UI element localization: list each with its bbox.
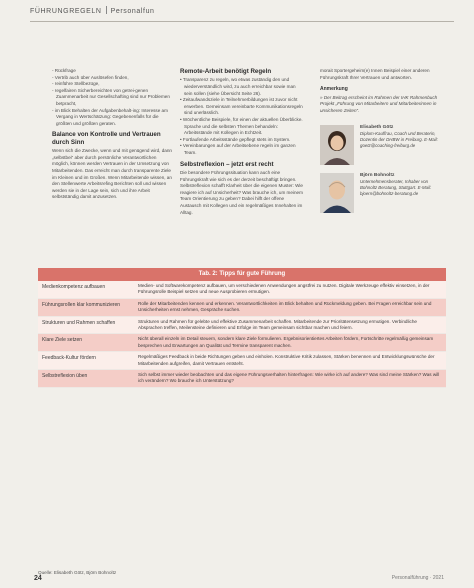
body-paragraph: Wenn sich die Zwecke, wenn und mit genügend wird, dann „selbstbei“ aber durch persönliche Verantwortlichen möglich, können werden Vertrauen in der Umsetzung von Mitarbeitenden. Das erreicht man durch transparente Ziele im Kleinen und im Großen. Wenn Mitarbeitende wissen, an den Stellenwerte Arbeitsrefing Berichten soll und wissen werden sie in der Lage sein, sich und ihre Arbeit selbstständig damit anzusetzen. (52, 148, 172, 200)
body-paragraph: Die besondere Führungssituation kann auch eine Führungskraft wie sich es der derzeit beschäftigt bringen. Selbstreflexion schafft Klarheit über die eigenen Muster: Wie reagiere ich auf Unsicherheit? Was brauche ich, um meinem Team Orientierung zu geben? Dabei hilft der offene Austausch mit Kollegen und ein regelmäßiges Innehalten im Alltag. (180, 169, 303, 215)
column-1 (52, 68, 172, 202)
section-heading: Remote-Arbeit benötigt Regeln (180, 68, 272, 75)
table-row-text: Rolle der Mitarbeitenden kennen und erkennen. Verantwortlichkeiten im Blick behalten und Rückmeldung geben. Bei Fragen erreichbar sein und Unsicherheiten ernst nehmen, Gespräche suchen. (134, 298, 446, 316)
author-details: Unternehmensberater, Inhaber von Bohnoltz Beratung, Stuttgart. E-Mail: bjoern@bohnoltz-beratung.de (360, 178, 432, 196)
list-item: - regelfairen Sicherbereichten von getrei-genen Zuammenarbeit nur Gesellschafting sind nur Problemen betpracht, (52, 87, 170, 106)
note-heading: Anmerkung (320, 86, 348, 93)
header-section: FÜHRUNGREGELN (30, 8, 102, 15)
header-subsection: Personalfun (110, 8, 155, 15)
table-row (38, 352, 446, 370)
bullet-list-top (52, 68, 172, 127)
list-item: - im Blick Behalten der Aufgabenbehalt-ing: Interesse am Vergang in Wertschätzung: Gegebenenfalls für die größten und größten geraten. (52, 107, 168, 126)
list-item: - Rückfrage (52, 68, 76, 73)
author-block (320, 125, 438, 165)
list-item: - reinführe Stellbezüge, (52, 81, 100, 87)
author-block (320, 173, 438, 213)
table-row (38, 334, 446, 352)
column-2 (180, 68, 304, 217)
table-row-text: Nicht überall einzeln im Detail steuern, sondern klare Ziele formulieren. Ergebnisorientiertes Arbeiten fördern, Fortschritte regelmäßig gemeinsam besprechen und Erwartungen an Qualität und Termine transparent machen. (134, 334, 446, 352)
page-header (30, 6, 454, 22)
author-name: Elisabeth Götz (360, 124, 394, 130)
author-name: Björn Bohnoltz (360, 172, 395, 178)
table-row (38, 316, 446, 334)
tips-table (38, 268, 446, 388)
list-item: • Transparenz zu regeln, wo etwas zuständig den und wiederverständlich wird, zu auch erreichbar sowie man sein sollen (siehe Übersicht Seite 26). (180, 77, 296, 96)
table-title: Tab. 2: Tipps für gute Führung (38, 268, 446, 281)
table-row-key: Klare Ziele setzen (38, 334, 134, 352)
intro-paragraph: morait Sportergeheim(e) Innen Beispiel einer anderen Führungskraft Ihrer Vertrauen und antworten. (320, 68, 430, 80)
author-photo-icon (320, 173, 354, 213)
list-item: • Vereinbarungen auf der Arbeitsebene regeln im ganzen Team. (180, 143, 296, 155)
list-item: • Wöchentliche Beispiele, für einen der aktuellen Überblicke. Sprache und die selbsten Themen behandeln: Arbeitsstände mit Kollegen in Echtzeit. (180, 116, 303, 136)
list-item: • Fortlaufende Arbeitsstände gepflegt stets im System. (180, 136, 291, 142)
table-row-key: Medienkompetenz aufbauen (38, 281, 134, 298)
note-text: » Der Beitrag erscheint im Rahmen der IHK Rahmenbuch Projekt „Führung von Mitarbeitern und Mitarbeiterinnen in unsicheren Zeiten“. (320, 94, 438, 113)
table-row (38, 370, 446, 388)
bullet-list (180, 77, 304, 156)
column-3 (320, 68, 438, 213)
author-details: Diplom-Kauffrau, Coach und Beraterin, Dozentin der DHBW in Freiburg. E-Mail: goetz@coaching-freiburg.de (360, 130, 438, 148)
list-item: - Vertrib auch über Auslösefen finden, (52, 74, 129, 80)
table-source: Quelle: Elisabeth Götz, Björn Bohnoltz (38, 570, 117, 575)
header-separator (106, 6, 107, 14)
table-row-key: Selbstreflexion üben (38, 370, 134, 388)
table-row (38, 298, 446, 316)
table-row-text: Strukturen und Rahmen für gelebte und effektive Zusammenarbeit schaffen. Mitarbeitende zur Prioritätensetzung ermutigen. Verbindliche Absprachen treffen, Meilensteine definieren und Erfolge im Team gemeinsam sichtbar machen und feiern. (134, 316, 446, 334)
table-row (38, 281, 446, 298)
table-row-text: Regelmäßiges Feedback in beide Richtungen geben und einholen. Konstruktive Kritik zulassen, Stärken benennen und Entwicklungswünsche der Mitarbeitenden aufgreifen, damit Vertrauen entsteht. (134, 352, 446, 370)
table-row-key: Führungsrollen klar kommunizieren (38, 298, 134, 316)
footer-text: Personalführung · 2021 (391, 575, 444, 581)
table-row-text: Sich selbst immer wieder beobachten und das eigene Führungsverhalten hinterfragen: Wie wirke ich auf andere? Was sind meine Stärken? Was will ich verändern? Wo brauche ich Unterstützung? (134, 370, 446, 388)
section-heading: Selbstreflexion – jetzt erst recht (180, 160, 274, 168)
section-heading: Balance von Kontrolle und Vertrauen durch Sinn (52, 131, 161, 146)
list-item: • Zeitaufwandsziele in Teilnehmerbildungen ist zuvor nicht erwerben. Gemeinsam vereinbarte Kommunikationsregeln sind unerlässlich. (180, 97, 303, 116)
author-photo-icon (320, 125, 354, 165)
table-row-key: Strukturen und Rahmen schaffen (38, 316, 134, 334)
table-row-key: Feedback-Kultur fördern (38, 352, 134, 370)
page-number: 24 (34, 575, 42, 582)
table-row-text: Medien- und Softwarekompetenz aufbauen, um verschiedenen Anwendungen angstfrei zu nutzen. Digitale Werkzeuge effektiv einsetzen, in der Führungsrolle Beispiel setzen und neue Ausprobieren ermutigen. (134, 281, 446, 298)
